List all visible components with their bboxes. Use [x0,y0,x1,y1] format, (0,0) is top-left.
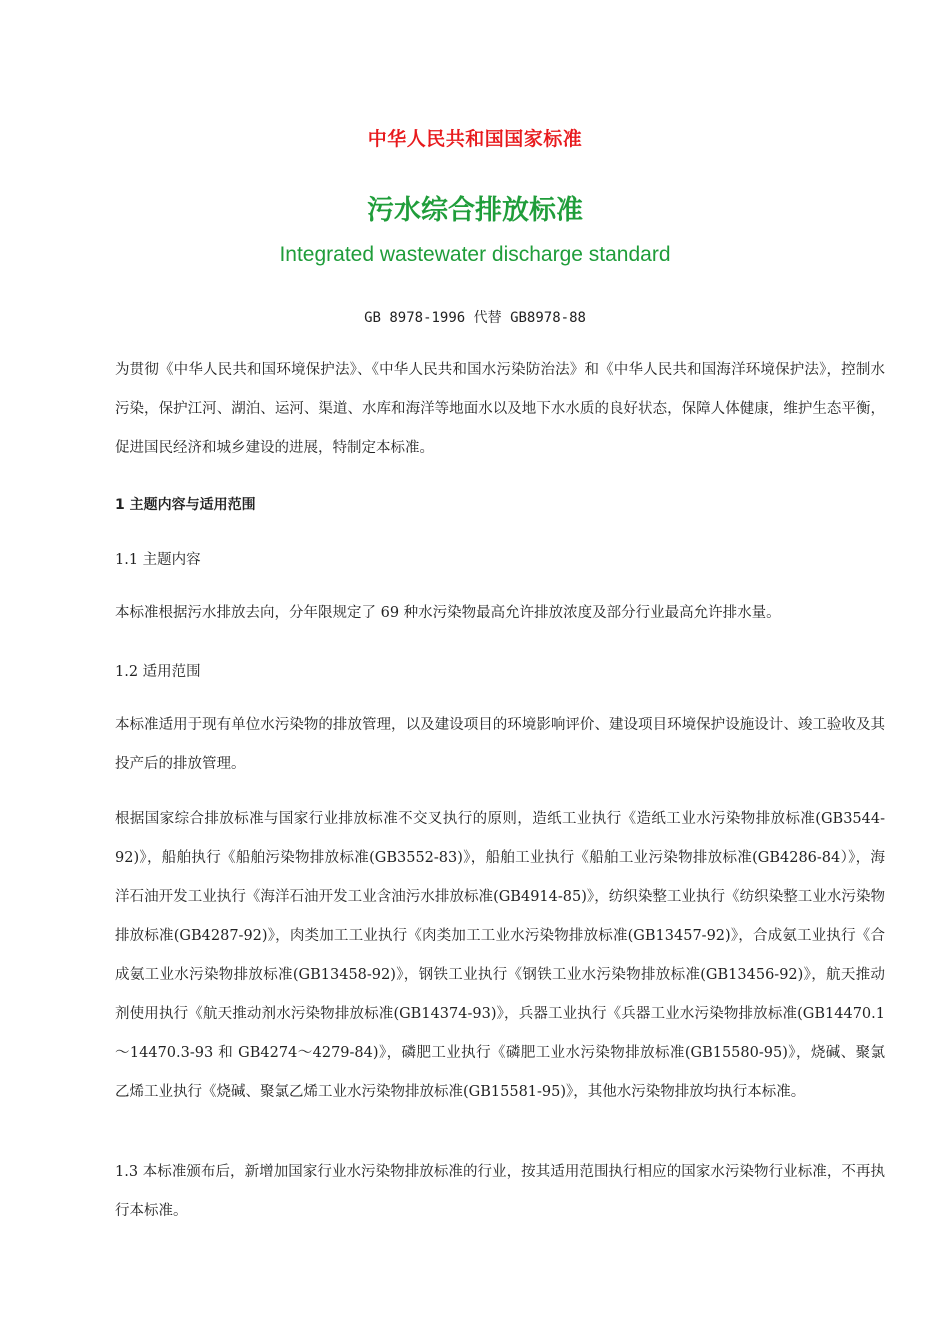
section-1-1-heading: 1.1 主题内容 [115,552,201,568]
section-1-3-paragraph: 1.3 本标准颁布后，新增加国家行业水污染物排放标准的行业，按其适用范围执行相应的国家水污染物行业标准，不再执行本标准。 [115,1164,885,1219]
section-1-2-heading: 1.2 适用范围 [115,664,201,680]
section-1-heading: 1 主题内容与适用范围 [115,497,256,513]
preamble-paragraph: 为贯彻《中华人民共和国环境保护法》、《中华人民共和国水污染防治法》和《中华人民共和国海洋环境保护法》，控制水污染，保护江河、湖泊、运河、渠道、水库和海洋等地面水以及地下水水质的良好状态，保障人体健康，维护生态平衡，促进国民经济和城乡建设的进展，特制定本标准。 [115,362,885,456]
section-1-2-paragraph: 本标准适用于现有单位水污染物的排放管理，以及建设项目的环境影响评价、建设项目环境保护设施设计、竣工验收及其投产后的排放管理。 [115,717,885,772]
title-english: Integrated wastewater discharge standard [279,243,671,266]
section-1-2-paragraph-2: 根据国家综合排放标准与国家行业排放标准不交叉执行的原则，造纸工业执行《造纸工业水污染物排放标准(GB3544-92)》，船舶执行《船舶污染物排放标准(GB3552-83)》，船舶工业执行《船舶工业污染物排放标准(GB4286-84）》，海洋石油开发工业执行《海洋石油开发工业含油污水排放标准(GB4914-85)》，纺织染整工业执行《纺织染整工业水污染物排放标准(GB4287-92)》，肉类加工工业执行《肉类加工工业水污染物排放标准(GB13457-92)》，合成氨工业执行《合成氨工业水污染物排放标准(GB13458-92)》，钢铁工业执行《钢铁工业水污染物排放标准(GB13456-92)》，航天推动剂使用执行《航天推动剂水污染物排放标准(GB14374-93)》，兵器工业执行《兵器工业水污染物排放标准(GB14470.1～14470.3-93 和 GB4274～4279-84)》，磷肥工业执行《磷肥工业水污染物排放标准(GB15580-95)》，烧碱、聚氯乙烯工业执行《烧碱、聚氯乙烯工业水污染物排放标准(GB15581-95)》，其他水污染物排放均执行本标准。 [115,811,885,1100]
national-standard-label: 中华人民共和国国家标准 [367,128,583,150]
standard-number: GB 8978-1996 代替 GB8978-88 [364,310,586,326]
section-1-1-paragraph: 本标准根据污水排放去向，分年限规定了 69 种水污染物最高允许排放浓度及部分行业最高允许排水量。 [115,605,781,621]
title-chinese: 污水综合排放标准 [367,195,583,226]
